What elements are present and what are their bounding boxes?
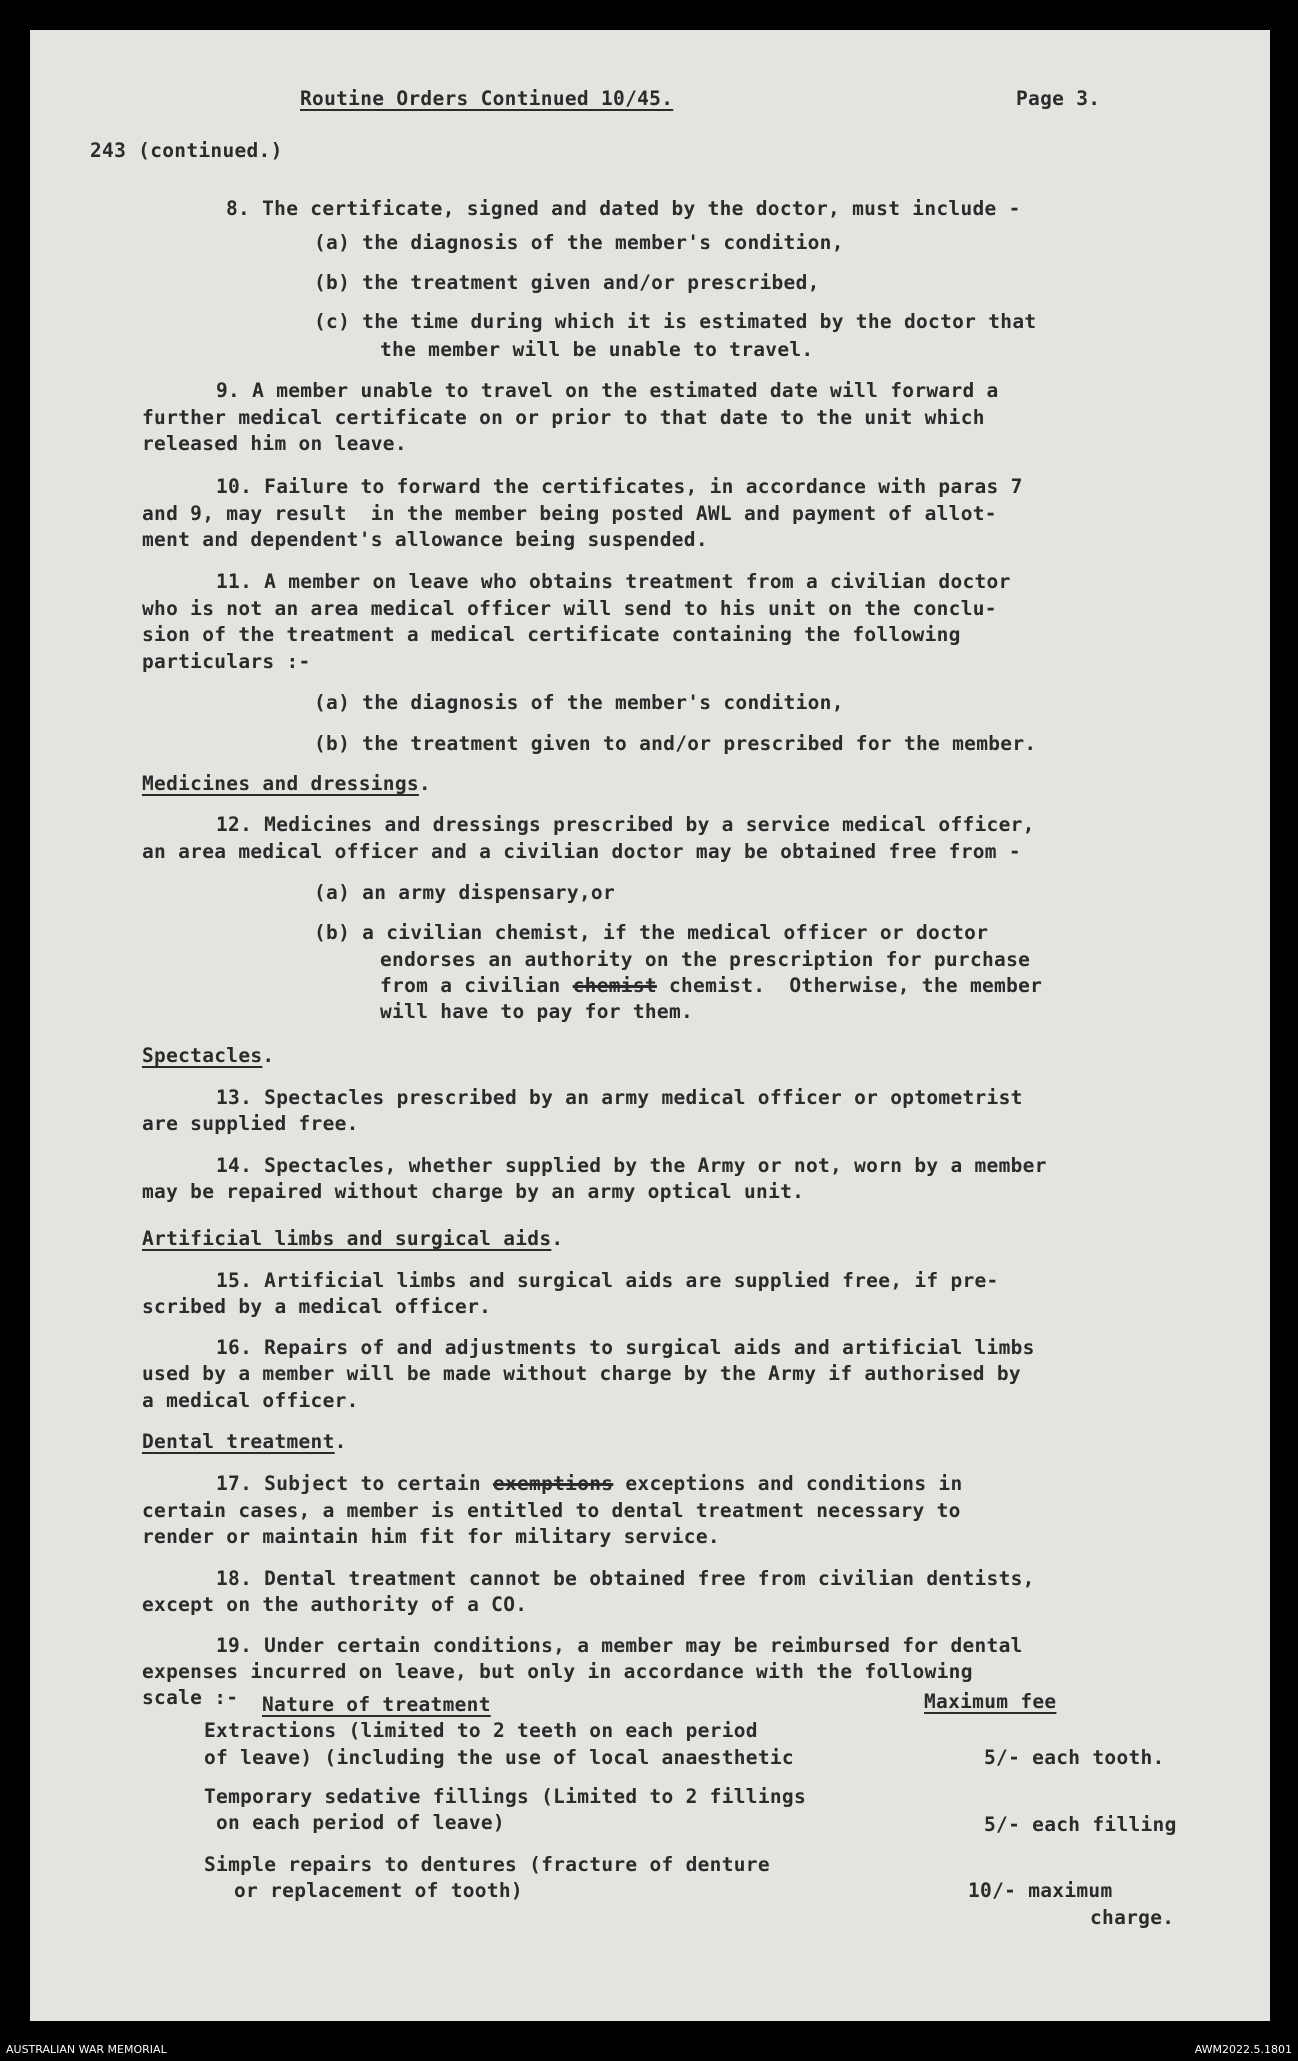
- para-12-item-b-line4: will have to pay for them.: [380, 1000, 694, 1023]
- para-10-line1: 10. Failure to forward the certificates, in accordance with paras 7: [216, 475, 1023, 498]
- para-19-line1: 19. Under certain conditions, a member may be reimbursed for dental: [216, 1634, 1023, 1657]
- para-12-b3-struck-word: chemist: [572, 974, 657, 997]
- fee-row-3-treatment-line2: or replacement of tooth): [234, 1879, 523, 1902]
- para-12-item-b-line1: (b) a civilian chemist, if the medical officer or doctor: [314, 921, 989, 944]
- dental-heading-dot: .: [334, 1430, 347, 1453]
- para-9-line1: 9. A member unable to travel on the estimated date will forward a: [216, 379, 999, 402]
- para-9-line2: further medical certificate on or prior to that date to the unit which: [142, 406, 985, 429]
- para-14-line1: 14. Spectacles, whether supplied by the Army or not, worn by a member: [216, 1154, 1047, 1177]
- para-8-item-b: (b) the treatment given and/or prescribed,: [314, 271, 820, 294]
- para-8-item-a: (a) the diagnosis of the member's condition,: [314, 231, 844, 254]
- para-12-item-a: (a) an army dispensary,or: [314, 881, 615, 904]
- para-16-line2: used by a member will be made without charge by the Army if authorised by: [142, 1362, 1021, 1385]
- fee-row-3-fee-line2: charge.: [1090, 1906, 1175, 1929]
- fee-row-2-fee: 5/- each filling: [984, 1813, 1177, 1836]
- para-12-line2: an area medical officer and a civilian doctor may be obtained free from -: [142, 840, 1021, 863]
- footer-archive-name: AUSTRALIAN WAR MEMORIAL: [6, 2043, 167, 2056]
- fee-row-2-treatment-line1: Temporary sedative fillings (Limited to 2 fillings: [204, 1785, 806, 1808]
- para-12-b3-pre: from a civilian: [380, 974, 573, 997]
- para-17-line1: [216, 1471, 963, 1497]
- para-14-line2: may be repaired without charge by an army optical unit.: [142, 1180, 805, 1203]
- fee-table-header-treatment: Nature of treatment: [262, 1693, 491, 1716]
- para-19-line3: scale :-: [142, 1686, 239, 1709]
- para-17-line3: render or maintain him fit for military service.: [142, 1525, 720, 1548]
- para-12-item-b-line2: endorses an authority on the prescription for purchase: [380, 948, 1031, 971]
- para-11-line2: who is not an area medical officer will send to his unit on the conclu-: [142, 597, 997, 620]
- fee-row-1-treatment-line2: of leave) (including the use of local anaesthetic: [204, 1746, 794, 1769]
- para-13-line1: 13. Spectacles prescribed by an army medical officer or optometrist: [216, 1086, 1023, 1109]
- medicines-heading-text: Medicines and dressings: [142, 772, 419, 795]
- fee-row-3-fee-line1: 10/- maximum: [968, 1879, 1113, 1902]
- fee-row-1-fee: 5/- each tooth.: [984, 1746, 1165, 1769]
- para-16-line1: 16. Repairs of and adjustments to surgical aids and artificial limbs: [216, 1336, 1035, 1359]
- spectacles-heading-text: Spectacles: [142, 1044, 263, 1067]
- limbs-heading-dot: .: [551, 1227, 564, 1250]
- limbs-heading-text: Artificial limbs and surgical aids: [142, 1227, 552, 1250]
- para-9-line3: released him on leave.: [142, 432, 407, 455]
- section-reference: 243 (continued.): [90, 139, 283, 162]
- limbs-heading: [142, 1226, 563, 1252]
- dental-heading: [142, 1429, 347, 1455]
- para-16-line3: a medical officer.: [142, 1389, 359, 1412]
- para-8-item-c-line2: the member will be unable to travel.: [380, 338, 814, 361]
- para-11-line4: particulars :-: [142, 650, 311, 673]
- para-15-line1: 15. Artificial limbs and surgical aids are supplied free, if pre-: [216, 1269, 999, 1292]
- para-10-line3: ment and dependent's allowance being suspended.: [142, 528, 708, 551]
- para-11-item-a: (a) the diagnosis of the member's condition,: [314, 691, 844, 714]
- spectacles-heading: [142, 1043, 274, 1069]
- page-title: Routine Orders Continued 10/45.: [300, 87, 674, 110]
- para-11-line3: sion of the treatment a medical certificate containing the following: [142, 623, 961, 646]
- spectacles-heading-dot: .: [262, 1044, 275, 1067]
- para-12-item-b-line3: [380, 973, 1042, 999]
- para-12-line1: 12. Medicines and dressings prescribed by a service medical officer,: [216, 813, 1035, 836]
- para-11-line1: 11. A member on leave who obtains treatment from a civilian doctor: [216, 570, 1011, 593]
- fee-row-1-treatment-line1: Extractions (limited to 2 teeth on each period: [204, 1719, 758, 1742]
- fee-table-header-fee: Maximum fee: [924, 1690, 1057, 1713]
- para-11-item-b: (b) the treatment given to and/or prescribed for the member.: [314, 732, 1037, 755]
- para-18-line1: 18. Dental treatment cannot be obtained free from civilian dentists,: [216, 1567, 1035, 1590]
- para-10-line2: and 9, may result in the member being posted AWL and payment of allot-: [142, 502, 997, 525]
- medicines-heading: [142, 771, 431, 797]
- document-page: [30, 30, 1270, 2021]
- page-number: Page 3.: [1016, 87, 1101, 110]
- para-17-pre: 17. Subject to certain: [216, 1472, 493, 1495]
- para-17-post: exceptions and conditions in: [613, 1472, 963, 1495]
- para-18-line2: except on the authority of a CO.: [142, 1593, 528, 1616]
- para-13-line2: are supplied free.: [142, 1112, 359, 1135]
- fee-row-2-treatment-line2: on each period of leave): [216, 1811, 505, 1834]
- para-17-line2: certain cases, a member is entitled to dental treatment necessary to: [142, 1499, 961, 1522]
- para-12-b3-post: chemist. Otherwise, the member: [656, 974, 1043, 997]
- dental-heading-text: Dental treatment: [142, 1430, 335, 1453]
- para-15-line2: scribed by a medical officer.: [142, 1295, 492, 1318]
- para-8-lead: 8. The certificate, signed and dated by the doctor, must include -: [226, 197, 1021, 220]
- para-19-line2: expenses incurred on leave, but only in accordance with the following: [142, 1660, 973, 1683]
- medicines-heading-dot: .: [418, 772, 431, 795]
- para-17-struck-word: exemptions: [492, 1472, 614, 1495]
- para-8-item-c-line1: (c) the time during which it is estimated by the doctor that: [314, 310, 1037, 333]
- fee-row-3-treatment-line1: Simple repairs to dentures (fracture of denture: [204, 1853, 770, 1876]
- footer-record-id: AWM2022.5.1801: [1194, 2043, 1292, 2056]
